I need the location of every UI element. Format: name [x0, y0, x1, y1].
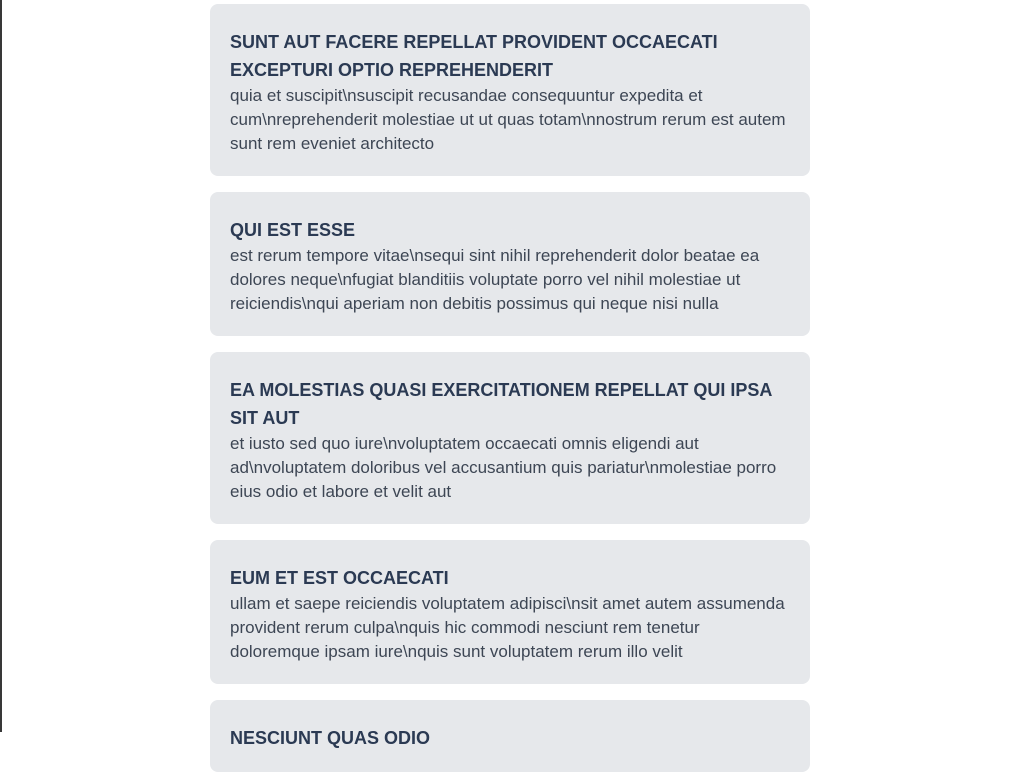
- post-card: [210, 352, 810, 524]
- post-body: est rerum tempore vitae\nsequi sint nihil reprehenderit dolor beatae ea dolores neque\nfugiat blanditiis voluptate porro vel nihil molestiae ut reiciendis\nqui aperiam non debitis possimus qui neque nisi nulla: [230, 246, 760, 313]
- post-title: SUNT AUT FACERE REPELLAT PROVIDENT OCCAECATI EXCEPTURI OPTIO REPREHENDERIT: [230, 32, 718, 80]
- post-body: ullam et saepe reiciendis voluptatem adipisci\nsit amet autem assumenda provident rerum culpa\nquis hic commodi nesciunt rem tenetur doloremque ipsam iure\nquis sunt voluptatem rerum illo velit: [230, 594, 785, 661]
- post-card: [210, 700, 810, 772]
- post-card: [210, 192, 810, 336]
- post-body: quia et suscipit\nsuscipit recusandae consequuntur expedita et cum\nreprehenderit molestiae ut ut quas totam\nnostrum rerum est autem sunt rem eveniet architecto: [230, 86, 786, 153]
- window-left-border: [0, 0, 2, 732]
- post-card: [210, 540, 810, 684]
- posts-list: [210, 0, 810, 772]
- post-card: [210, 4, 810, 176]
- post-body: et iusto sed quo iure\nvoluptatem occaecati omnis eligendi aut ad\nvoluptatem doloribus vel accusantium quis pariatur\nmolestiae porro eius odio et labore et velit aut: [230, 434, 777, 501]
- post-title: NESCIUNT QUAS ODIO: [230, 728, 431, 748]
- post-title: QUI EST ESSE: [230, 220, 356, 240]
- post-title: EUM ET EST OCCAECATI: [230, 568, 449, 588]
- post-title: EA MOLESTIAS QUASI EXERCITATIONEM REPELLAT QUI IPSA SIT AUT: [230, 380, 772, 428]
